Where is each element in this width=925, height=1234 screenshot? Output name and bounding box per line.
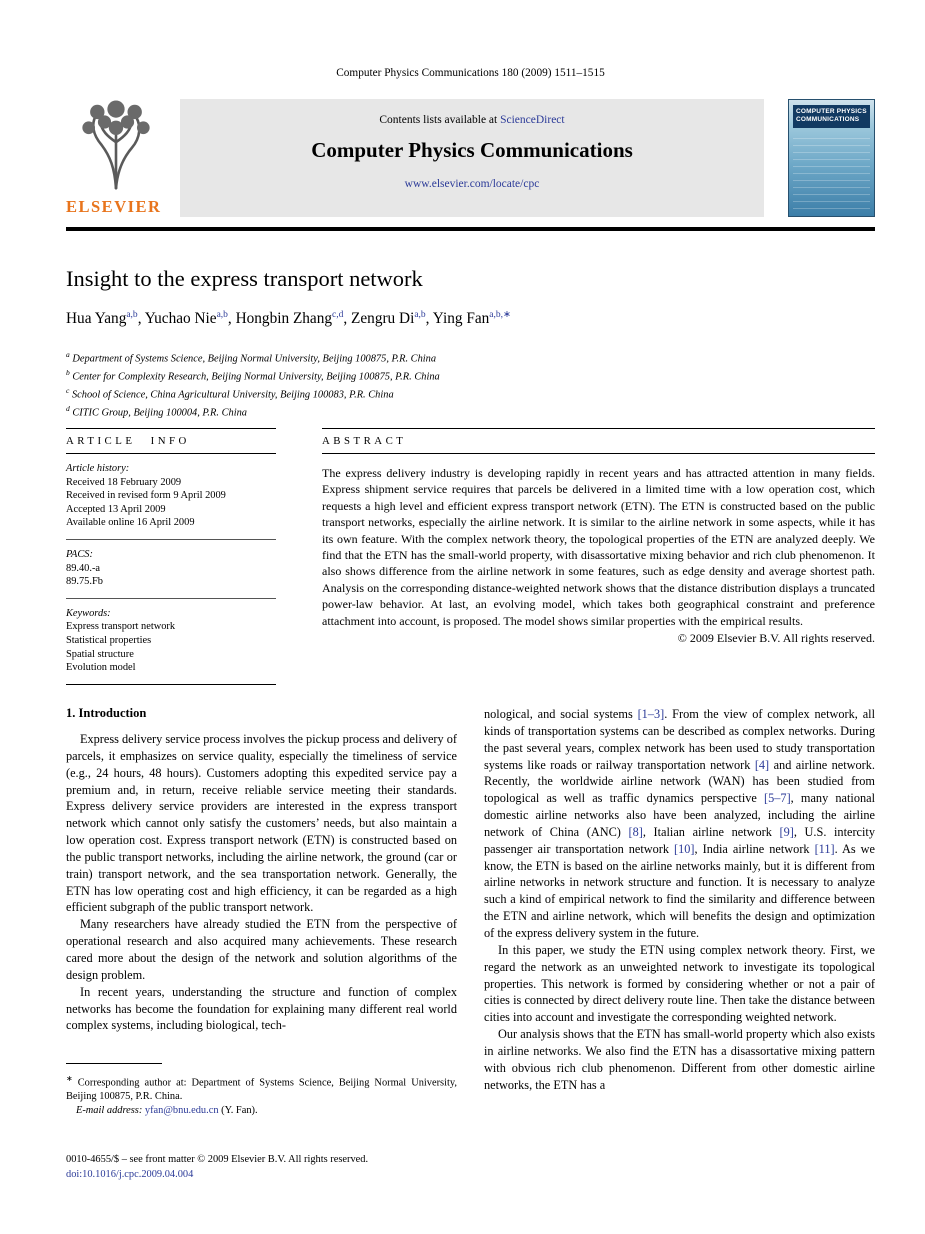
journal-cover-thumbnail[interactable] — [788, 99, 875, 217]
keywords-list — [66, 620, 276, 674]
email-link[interactable]: yfan@bnu.edu.cn — [144, 1105, 219, 1117]
history-item: Received in revised form 9 April 2009 — [66, 490, 226, 502]
body-paragraph: Express delivery service process involves the pickup process and delivery of parcels, it emphasizes on service quality, especially the timeliness of service (e.g., 24 hours, 48 hours). Customers adopting this expedited service pay a premium and, in return, receive reliable service meeting their standards. Express delivery service providers are interested in the express transport network which cannot only satisfy the customers’ needs, but also maintain a low operation cost. Express transport network (ETN) is constructed based on the public transport networks, including the airline network, the ground (car or train) transport network, and the sea transportation network. Generally, the ETN has low operating cost and high efficiency, it can be regarded as a high efficient subgraph of the public transport network. — [66, 732, 457, 915]
author-affiliation-sup: a,b,∗ — [489, 310, 511, 320]
copyright-line: © 2009 Elsevier B.V. All rights reserved. — [677, 631, 875, 646]
affiliation-line: $^b$ Center for Complexity Research, Beijing Normal University, Beijing 100875, P.R. China — [66, 367, 440, 383]
cover-texture — [793, 138, 870, 210]
body-paragraph: Many researchers have already studied the ETN from the perspective of operational research and also acquired many achievements. These research cared more about the design of the network and solution algorithms of the design problem. — [66, 917, 457, 982]
right-paragraphs — [484, 706, 875, 1093]
journal-title: Computer Physics Communications — [311, 138, 633, 162]
keyword-item: Spatial structure — [66, 648, 134, 660]
article-info-heading: ARTICLE INFO — [66, 428, 276, 454]
author-name: Zengru Di — [351, 310, 415, 328]
keywords-group — [66, 599, 276, 684]
citation-ref[interactable]: [1–3] — [637, 707, 665, 721]
abstract-text: The express delivery industry is developing rapidly in recent years and has attracted attention in many fields. Express shipment service requires that parcels be delivered in a limited time with a low operation cost, which requests a high level and efficient express transport network (ETN). The ETN is constructed based on the public transport networks, especially the airline network. It is similar to the airline network in some aspects, while it has its own feature. With the complex network theory, the topological properties of the ETN are analyzed deeply. We find that the ETN has the small-world property, with disassortative mixing behavior and rich club phenomenon. It also shows difference from the airline network in some features, such as edge density and average shortest path. Analysis on the corresponding distance-weighted network shows that the distance distribution displays a truncated power-law behavior. At last, an evolving model, which takes both geographical constraint and preference attachment into account, is proposed. The model shows similar properties with the empirical results. — [322, 466, 875, 628]
author-affiliation-sup: a,b — [414, 310, 426, 320]
pacs-group — [66, 540, 276, 598]
contents-line — [180, 99, 764, 126]
author-name: Hua Yang — [66, 310, 127, 328]
contents-prefix: Contents lists available at — [379, 114, 501, 126]
pacs-label: PACS: — [66, 548, 93, 560]
body-paragraph: nological, and social systems [1–3]. From the view of complex network, all kinds of transportation systems can be described as complex networks. During the past several years, complex network has been used to study transportation systems like roads or railway transportation network [4] and airline network. Recently, the worldwide airline network (WAN) has been studied from topological as well as traffic dynamics perspective [5–7], many national domestic airline networks also have been analyzed, including the airline network of China (ANC) [8], Italian airline network [9], U.S. intercity passenger air transportation network [10], India airline network [11]. As we know, the ETN is based on the airline networks mainly, but it is different from airline networks in network structure and function. It is necessary to analyze such a kind of empirical network to find the similarity and difference between the ETN and airline network, which will benefits the design and optimization of the express delivery system in the future. — [484, 707, 876, 940]
footnote-rule — [66, 1063, 162, 1064]
footnote-block — [66, 1063, 457, 1118]
journal-url-link[interactable]: www.elsevier.com/locate/cpc — [404, 178, 540, 190]
abstract-heading: ABSTRACT — [322, 428, 875, 454]
keyword-item: Express transport network — [66, 621, 176, 633]
pacs-list — [66, 562, 276, 589]
banner-center-panel — [180, 99, 764, 217]
citation-ref[interactable]: [10] — [674, 841, 695, 856]
email-label: E-mail address: — [76, 1105, 143, 1117]
keywords-label: Keywords: — [66, 607, 111, 619]
author-list: Hua Yang$^{a,b}$, Yuchao Nie$^{a,b}$, Hongbin Zhang$^{c,d}$, Zengru Di$^{a,b}$, Ying Fan$^{a,b,∗}$ — [66, 310, 511, 328]
keyword-item: Evolution model — [66, 662, 136, 674]
body-right-column — [484, 706, 875, 1093]
citation-ref[interactable]: [4] — [754, 757, 770, 772]
affiliation-list — [66, 348, 875, 420]
affiliation-line: $^a$ Department of Systems Science, Beijing Normal University, Beijing 100875, P.R. China — [66, 350, 437, 365]
pacs-item: 89.75.Fb — [66, 576, 103, 588]
affiliation-line: $^c$ School of Science, China Agricultural University, Beijing 100083, P.R. China — [66, 385, 394, 401]
footnote-text: Corresponding author at: Department of Systems Science, Beijing Normal University, Beijing 100875, P.R. China. — [66, 1077, 457, 1103]
article-body — [66, 706, 875, 1093]
elsevier-tree-icon — [72, 99, 160, 196]
citation-ref[interactable]: [11] — [814, 841, 835, 856]
running-head: Computer Physics Communications 180 (2009) 1511–1515 — [336, 67, 605, 79]
author-affiliation-sup: a,b — [216, 310, 228, 320]
corresponding-author-note — [66, 1072, 457, 1104]
cover-title-band — [793, 105, 870, 128]
header-divider-rule — [66, 227, 875, 231]
body-paragraph: In this paper, we study the ETN using complex network theory. First, we regard the network as an unweighted network to investigate its topological properties. This network is formed by considering whether or not a pair of cities is connected by direct delivery route line. Then take the distance between cities into account and investigate the corresponding weighted network. — [484, 942, 875, 1025]
history-item: Received 18 February 2009 — [66, 476, 182, 488]
citation-ref[interactable]: [8] — [628, 824, 643, 839]
author-name: Ying Fan — [432, 310, 490, 328]
pacs-item: 89.40.-a — [66, 562, 101, 574]
keyword-item: Statistical properties — [66, 634, 152, 646]
citation-ref[interactable]: [9] — [779, 824, 794, 839]
elsevier-logo[interactable] — [66, 99, 176, 217]
history-label: Article history: — [66, 463, 130, 474]
history-item: Available online 16 April 2009 — [66, 517, 195, 529]
footnote-star: ∗ — [66, 1074, 73, 1083]
sciencedirect-link[interactable]: ScienceDirect — [500, 114, 565, 126]
body-paragraph: In recent years, understanding the structure and function of complex networks has become the foundation for explaining many different real world complex systems, including biological, tech- — [66, 984, 457, 1033]
body-paragraph: Our analysis shows that the ETN has small-world property which also exists in airline networks. We also find the ETN has a disassortative mixing pattern with obvious rich club phenomenon. Different from other domestic airline networks, the ETN has a — [484, 1027, 875, 1092]
email-suffix: (Y. Fan). — [218, 1105, 258, 1117]
author-name: Yuchao Nie — [144, 310, 217, 328]
article-history-group — [66, 454, 276, 539]
history-item: Accepted 13 April 2009 — [66, 503, 166, 515]
article-title: Insight to the express transport network — [66, 266, 423, 291]
author-name: Hongbin Zhang — [235, 310, 333, 328]
author-affiliation-sup: c,d — [332, 310, 344, 320]
doi-link[interactable]: doi:10.1016/j.cpc.2009.04.004 — [66, 1168, 194, 1180]
meta-section — [66, 428, 875, 685]
email-line — [66, 1104, 457, 1118]
abstract-column — [322, 428, 875, 685]
author-affiliation-sup: a,b — [126, 310, 138, 320]
issn-line: 0010-4655/$ – see front matter © 2009 Elsevier B.V. All rights reserved. — [66, 1154, 369, 1165]
history-list — [66, 476, 276, 530]
info-bottom-rule — [66, 684, 276, 685]
body-left-column — [66, 706, 457, 1093]
section-heading-introduction: 1. Introduction — [66, 706, 147, 720]
elsevier-wordmark: ELSEVIER — [66, 197, 162, 216]
page-footer — [66, 1153, 566, 1182]
article-info-column — [66, 428, 276, 685]
citation-ref[interactable]: [5–7] — [764, 791, 791, 806]
journal-banner — [66, 99, 875, 217]
cover-title: COMPUTER PHYSICS COMMUNICATIONS — [796, 108, 867, 123]
left-paragraphs — [66, 731, 457, 1034]
affiliation-line: $^d$ CITIC Group, Beijing 100004, P.R. China — [66, 403, 247, 419]
